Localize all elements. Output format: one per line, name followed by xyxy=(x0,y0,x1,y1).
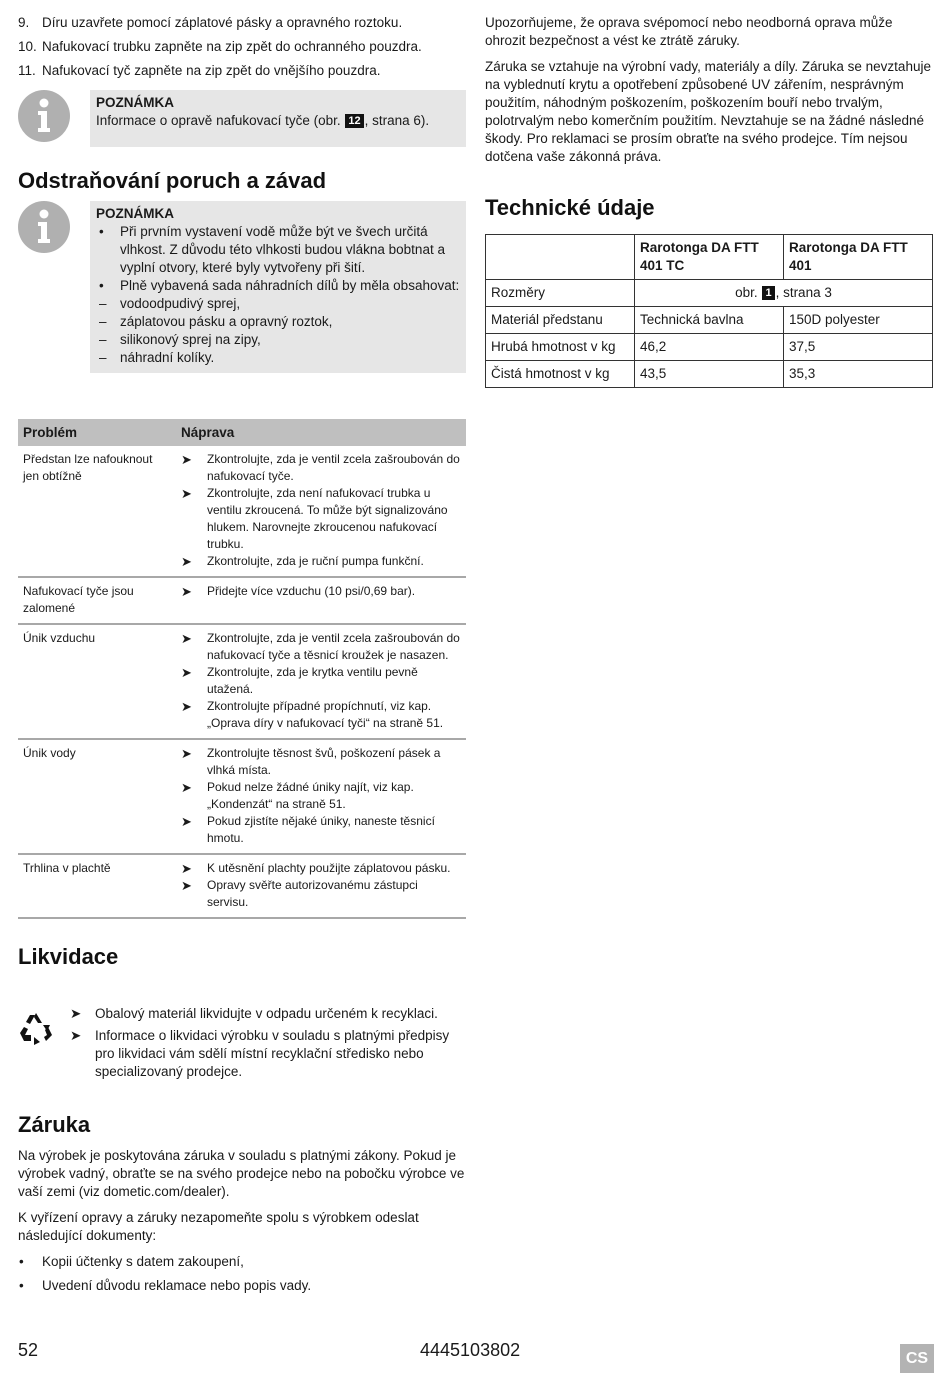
step-item: 11. Nafukovací tyč zapněte na zip zpět do vnějšího pouzdra. xyxy=(18,63,381,78)
table-row xyxy=(486,334,933,361)
arrow-icon: ➤ xyxy=(181,554,192,569)
table-cell xyxy=(486,235,635,280)
note-box xyxy=(90,201,466,373)
recycle-icon xyxy=(18,1005,70,1085)
left-column xyxy=(18,14,466,1301)
note-title: POZNÁMKA xyxy=(96,95,174,110)
arrow-icon: ➤ xyxy=(181,584,192,599)
remedy-cell: ➤ Zkontrolujte, zda je ventil zcela zašroubován do nafukovací tyče. ➤ Zkontrolujte, zda není nafukovací trubka u ventilu zkroucená. To může být signalizováno hlukem. Narovnejte zkroucenou nafukovací trubku. ➤ Zkontrolujte, zda je ruční pumpa funkční. xyxy=(176,446,466,577)
disposal-block xyxy=(18,1005,466,1085)
page-number: 52 xyxy=(18,1340,39,1360)
troubleshooting-table xyxy=(18,419,466,919)
problem-cell: Předstan lze nafouknout jen obtížně xyxy=(18,446,176,577)
arrow-icon: ➤ xyxy=(181,699,192,714)
step-item: 10. Nafukovací trubku zapněte na zip zpět do ochranného pouzdra. xyxy=(18,39,422,54)
table-cell: 37,5 xyxy=(784,334,933,361)
arrow-icon: ➤ xyxy=(181,878,192,893)
repair-steps xyxy=(18,14,466,80)
tech-table xyxy=(485,234,933,388)
note-box xyxy=(90,90,466,147)
problem-cell: Únik vody xyxy=(18,739,176,854)
table-header-row xyxy=(486,235,933,280)
note-item: – vodoodpudivý sprej, xyxy=(99,296,241,311)
note-item: – náhradní kolíky. xyxy=(99,350,215,365)
language-badge: CS xyxy=(900,1344,934,1373)
list-item: • Uvedení důvodu reklamace nebo popis vady. xyxy=(19,1278,312,1293)
arrow-icon: ➤ xyxy=(181,486,192,501)
table-cell: obr. 1 , strana 3 xyxy=(635,280,933,307)
table-cell: 43,5 xyxy=(635,361,784,388)
info-icon xyxy=(18,90,90,147)
table-row xyxy=(18,577,466,624)
note-item: – silikonový sprej na zipy, xyxy=(99,332,261,347)
disposal-list xyxy=(70,1005,466,1085)
arrow-icon: ➤ xyxy=(181,452,192,467)
warranty-paragraph: Na výrobek je poskytována záruka v souladu s platnými zákony. Pokud je výrobek vadný, obraťte se na svého prodejce nebo na pobočku výrobce ve vaší zemi (viz dometic.com/dealer). xyxy=(18,1148,465,1199)
note-item: – záplatovou pásku a opravný roztok, xyxy=(99,314,333,329)
disposal-heading: Likvidace xyxy=(18,944,119,969)
remedy-cell: ➤ Zkontrolujte těsnost švů, poškození pásek a vlhká místa. ➤ Pokud nelze žádné úniky najít, viz kap. „Kondenzát“ na straně 51. ➤ Pokud zjistíte nějaké úniky, naneste těsnicí hmotu. xyxy=(176,739,466,854)
note-item: • Plně vybavená sada náhradních dílů by měla obsahovat: xyxy=(99,278,460,293)
table-cell: Materiál předstanu xyxy=(486,307,635,334)
problem-cell: Nafukovací tyče jsou zalomené xyxy=(18,577,176,624)
warranty-paragraph: K vyřízení opravy a záruky nezapomeňte spolu s výrobkem odeslat následující dokumenty: xyxy=(18,1210,419,1243)
note-troubleshooting xyxy=(18,201,466,373)
figure-badge: 12 xyxy=(345,114,363,128)
remedy-cell: ➤ K utěsnění plachty použijte záplatovou pásku. ➤ Opravy svěřte autorizovanému zástupci servisu. xyxy=(176,854,466,918)
warranty-paragraph: Upozorňujeme, že oprava svépomocí nebo neodborná oprava může ohrozit bezpečnost a vést ke ztrátě záruky. xyxy=(485,15,893,48)
col-remedy-header: Náprava xyxy=(176,419,466,446)
note-text: Informace o opravě nafukovací tyče (obr. 12 , strana 6). xyxy=(96,113,430,128)
problem-cell: Trhlina v plachtě xyxy=(18,854,176,918)
table-cell: Hrubá hmotnost v kg xyxy=(486,334,635,361)
table-row xyxy=(18,854,466,918)
info-icon xyxy=(18,201,90,373)
arrow-icon: ➤ xyxy=(181,861,192,876)
note-item: • Při prvním vystavení vodě může být ve švech určitá vlhkost. Z důvodu této vlhkosti budou vlákna bobtnat a vyplní otvory, které byly vytvořeny při šití. xyxy=(99,224,445,275)
table-cell: Čistá hmotnost v kg xyxy=(486,361,635,388)
arrow-icon: ➤ xyxy=(181,631,192,646)
remedy-cell: ➤ Zkontrolujte, zda je ventil zcela zašroubován do nafukovací tyče a těsnicí kroužek je nasazen. ➤ Zkontrolujte, zda je krytka ventilu pevně utažená. ➤ Zkontrolujte případné propíchnutí, viz kap. „Oprava díry v nafukovací tyči“ na straně 51. xyxy=(176,624,466,739)
figure-badge: 1 xyxy=(762,286,774,300)
table-cell: 35,3 xyxy=(784,361,933,388)
document-code: 4445103802 xyxy=(420,1340,521,1360)
note-list xyxy=(96,223,460,367)
table-row xyxy=(18,739,466,854)
list-item: ➤ Obalový materiál likvidujte v odpadu určeném k recyklaci. xyxy=(70,1006,438,1021)
warranty-paragraph: Záruka se vztahuje na výrobní vady, materiály a díly. Záruka se nevztahuje na vyblednutí krytu a opotřebení způsobené UV zářením, nesprávným použitím, náhodným poškozením, poškozením bouří nebo trvalým, polotrvalým nebo komerčním použitím. Nevztahuje se na žádné následné škody. Pro reklamaci se prosím obraťte na svého prodejce. Tím nejsou dotčena vaše zákonná práva. xyxy=(485,59,931,164)
table-cell: 46,2 xyxy=(635,334,784,361)
table-row xyxy=(18,446,466,577)
table-row xyxy=(486,361,933,388)
step-item: 9. Díru uzavřete pomocí záplatové pásky a opravného roztoku. xyxy=(18,15,403,30)
table-cell: Technická bavlna xyxy=(635,307,784,334)
arrow-icon: ➤ xyxy=(70,1006,82,1021)
troubleshooting-heading: Odstraňování poruch a závad xyxy=(18,168,327,193)
note-repair xyxy=(18,90,466,147)
right-column xyxy=(485,14,933,388)
table-row xyxy=(486,307,933,334)
list-item: • Kopii účtenky s datem zakoupení, xyxy=(19,1254,244,1269)
table-cell: Rarotonga DA FTT 401 TC xyxy=(635,235,784,280)
table-row xyxy=(18,624,466,739)
warranty-documents xyxy=(18,1253,466,1295)
arrow-icon: ➤ xyxy=(181,665,192,680)
arrow-icon: ➤ xyxy=(70,1028,82,1043)
table-header-row xyxy=(18,419,466,446)
warranty-heading: Záruka xyxy=(18,1112,91,1137)
table-cell: Rozměry xyxy=(486,280,635,307)
table-cell: Rarotonga DA FTT 401 xyxy=(784,235,933,280)
arrow-icon: ➤ xyxy=(181,780,192,795)
list-item: ➤ Informace o likvidaci výrobku v souladu s platnými předpisy pro likvidaci vám sdělí místní recyklační středisko nebo specializovaný prodejce. xyxy=(70,1028,450,1079)
problem-cell: Únik vzduchu xyxy=(18,624,176,739)
col-problem-header: Problém xyxy=(18,419,176,446)
arrow-icon: ➤ xyxy=(181,814,192,829)
tech-heading: Technické údaje xyxy=(485,195,655,220)
table-row xyxy=(486,280,933,307)
note-title: POZNÁMKA xyxy=(96,206,174,221)
table-cell: 150D polyester xyxy=(784,307,933,334)
arrow-icon: ➤ xyxy=(181,746,192,761)
remedy-cell: ➤ Přidejte více vzduchu (10 psi/0,69 bar). xyxy=(176,577,466,624)
